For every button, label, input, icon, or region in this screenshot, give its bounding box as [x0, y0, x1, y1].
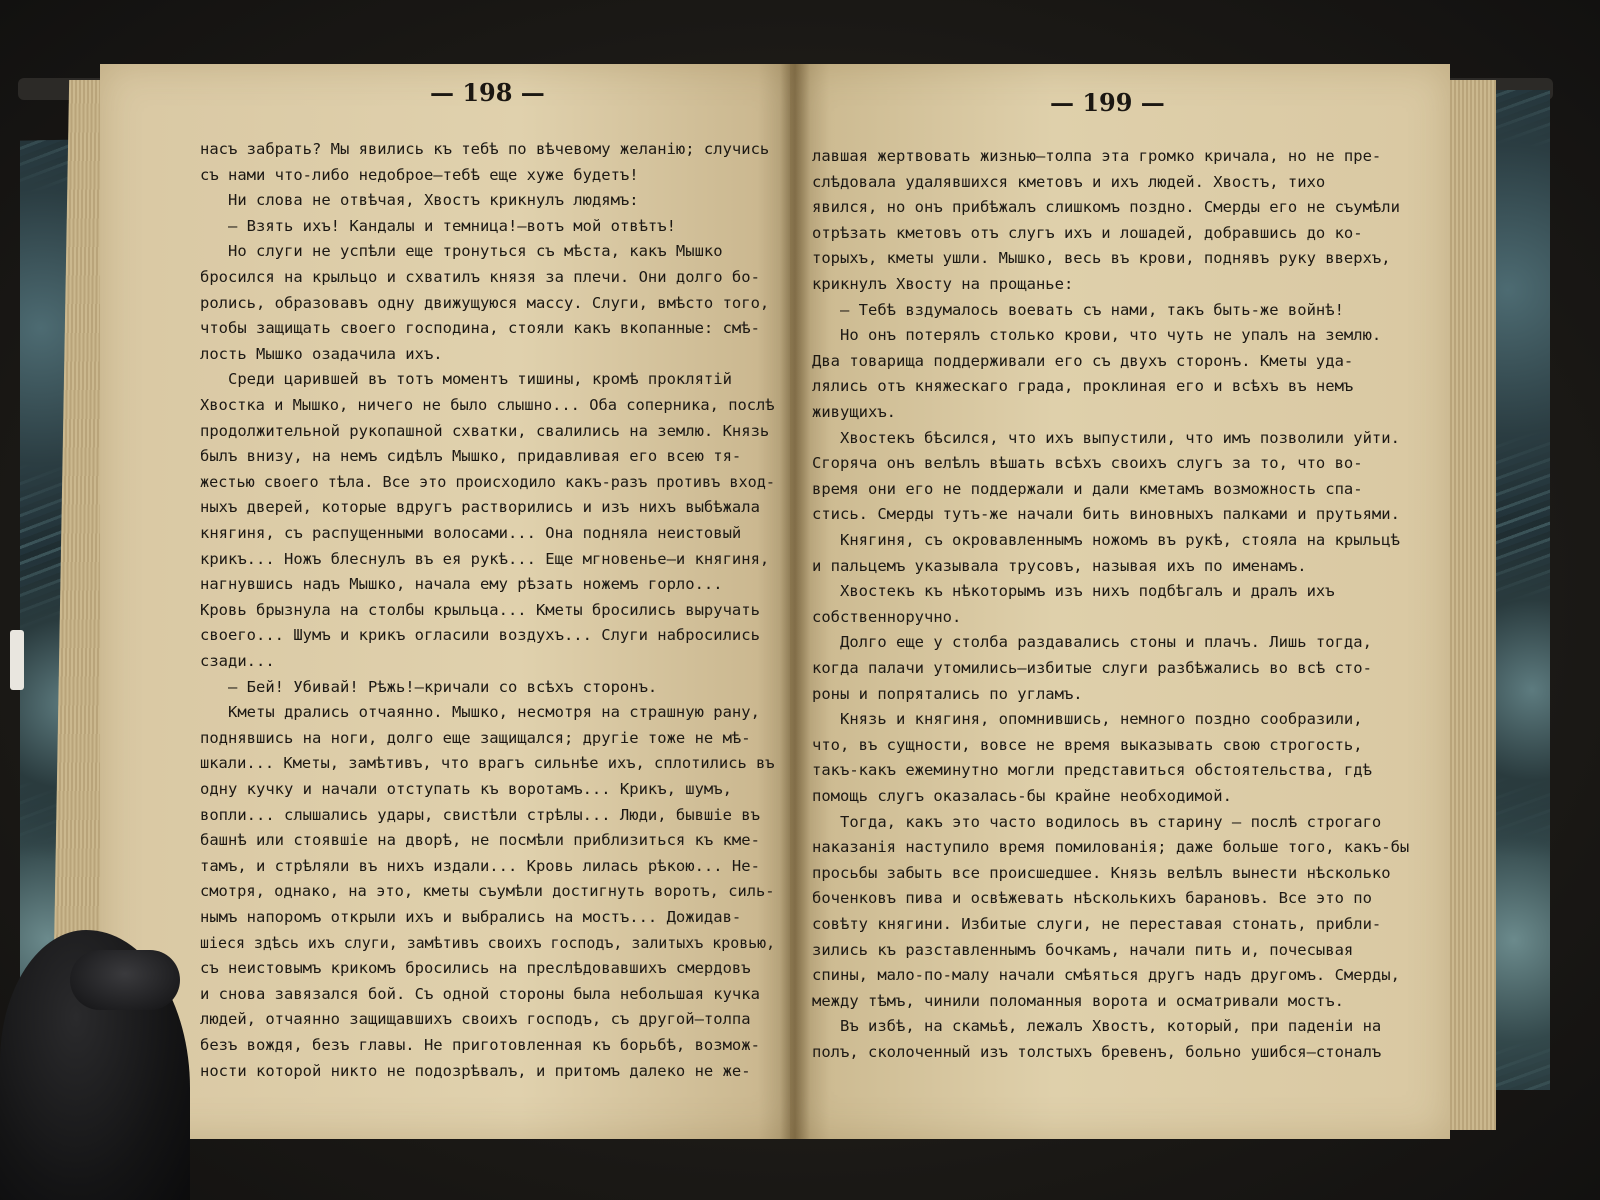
text-line: время они его не поддержали и дали кметамъ возможность спа-: [812, 479, 1363, 498]
text-line: Князь и княгиня, опомнившись, немного поздно сообразили,: [840, 710, 1363, 729]
text-line: жестью своего тѣла. Все это происходило какъ-разъ противъ вход-: [200, 472, 775, 491]
text-line: безъ вождя, безъ главы. Не приготовленная къ борьбѣ, возмож-: [200, 1036, 760, 1054]
text-line: тамъ, и стрѣляли въ нихъ издали... Кровь лилась рѣкою... Не-: [200, 856, 760, 875]
text-line: между тѣмъ, чинили поломанныя ворота и осматривали мостъ.: [812, 991, 1344, 1010]
text-line: торыхъ, кметы ушли. Мышко, весь въ крови, поднявъ руку вверхъ,: [812, 249, 1391, 268]
text-line: — Бей! Убивай! Рѣжь!—кричали со всѣхъ сторонъ.: [228, 677, 658, 696]
text-line: нымъ напоромъ открыли ихъ и выбрались на мостъ... Дожидав-: [200, 908, 742, 926]
text-line: княгиня, съ распущенными волосами... Она подняла неистовый: [200, 524, 742, 542]
text-line: продолжительной рукопашной схватки, свалились на землю. Князь: [200, 421, 770, 440]
text-line: сзади...: [200, 652, 275, 670]
text-line: боченковъ пива и освѣжевать нѣсколькихъ барановъ. Все это по: [812, 889, 1372, 908]
text-line: что, въ сущности, вовсе не время выказывать свою строгость,: [812, 735, 1363, 754]
text-line: слѣдовала удалявшихся кметовъ и ихъ людей. Хвостъ, тихо: [812, 172, 1326, 191]
text-line: съ неистовымъ крикомъ бросились на преслѣдовавшихъ смердовъ: [200, 959, 751, 978]
text-line: поднявшись на ноги, долго еще защищался; другіе тоже не мѣ-: [200, 728, 751, 747]
text-line: ныхъ дверей, которые вдругъ растворились и изъ нихъ выбѣжала: [200, 498, 760, 517]
text-line: Княгиня, съ окровавленнымъ ножомъ въ рукѣ, стояла на крыльцѣ: [840, 531, 1400, 549]
text-line: шіеся здѣсь ихъ слуги, замѣтивъ своихъ господъ, залитыхъ кровью,: [200, 933, 776, 952]
text-line: лость Мышко озадачила ихъ.: [200, 344, 443, 363]
text-line: Хвостекъ бѣсился, что ихъ выпустили, что имъ позволили уйти.: [840, 428, 1400, 447]
text-line: съ нами что-либо недоброе—тебѣ еще хуже будетъ!: [200, 165, 639, 184]
text-line: чтобы защищать своего господина, стояли какъ вкопанные: смѣ-: [200, 319, 760, 338]
text-line: роны и попрятались по угламъ.: [812, 684, 1083, 703]
text-line: шкали... Кметы, замѣтивъ, что врагъ сильнѣе ихъ, сплотились въ: [200, 754, 775, 773]
text-line: Тогда, какъ это часто водилось въ старину — послѣ строгаго: [840, 812, 1382, 831]
text-line: Ни слова не отвѣчая, Хвостъ крикнулъ людямъ:: [228, 191, 639, 210]
text-line: насъ забрать? Мы явились къ тебѣ по вѣчевому желанію; случись: [200, 140, 770, 158]
marbled-edge-right: [1490, 90, 1550, 1090]
text-line: башнѣ или стоявшіе на дворѣ, не посмѣли приблизиться къ кме-: [200, 831, 760, 850]
text-line: полъ, сколоченный изъ толстыхъ бревенъ, больно ушибся—стоналъ: [812, 1043, 1382, 1061]
text-line: помощь слугъ оказалась-бы крайне необходимой.: [812, 787, 1232, 805]
text-line: просьбы забыть все происшедшее. Князь велѣлъ вынести нѣсколько: [812, 863, 1391, 882]
text-line: такъ-какъ ежеминутно могли представиться обстоятельства, гдѣ: [812, 761, 1372, 780]
gloved-hand: [0, 930, 190, 1200]
left-page: [100, 64, 800, 1139]
text-line: наказанія наступило время помилованія; даже больше того, какъ-бы: [812, 838, 1410, 857]
text-line: смотря, однако, на это, кметы съумѣли достигнуть воротъ, силь-: [200, 882, 775, 901]
text-line: и пальцемъ указывала трусовъ, называя ихъ по именамъ.: [812, 556, 1307, 575]
text-line: людей, отчаянно защищавшихъ своихъ господъ, съ другой—толпа: [200, 1010, 751, 1029]
text-line: ности которой никто не подозрѣвалъ, и притомъ далеко не же-: [200, 1061, 751, 1080]
text-line: лялись отъ княжескаго града, проклиная его и всѣхъ въ немъ: [812, 377, 1354, 396]
text-line: Но онъ потерялъ столько крови, что чуть не упалъ на землю.: [840, 326, 1382, 345]
text-line: былъ внизу, на немъ сидѣлъ Мышко, придавливая его всею тя-: [200, 447, 742, 466]
text-line: Кровь брызнула на столбы крыльца... Кметы бросились выручать: [200, 600, 760, 619]
text-line: Сгоряча онъ велѣлъ вѣшать всѣхъ своихъ слугъ за то, что во-: [812, 454, 1363, 473]
text-line: живущихъ.: [812, 403, 896, 421]
text-line: — Взять ихъ! Кандалы и темница!—вотъ мой отвѣтъ!: [228, 216, 676, 235]
text-line: и снова завязался бой. Съ одной стороны была небольшая кучка: [200, 984, 760, 1003]
text-line: вопли... слышались удары, свистѣли стрѣлы... Люди, бывшіе въ: [200, 805, 760, 824]
text-line: одну кучку и начали отступать къ воротамъ... Крикъ, шумъ,: [200, 780, 732, 798]
text-line: Кметы дрались отчаянно. Мышко, несмотря на страшную рану,: [228, 703, 760, 722]
right-page-number: — 199 —: [1050, 88, 1165, 117]
text-line: Но слуги не успѣли еще тронуться съ мѣста, какъ Мышко: [228, 242, 723, 261]
text-line: крикнулъ Хвосту на прощанье:: [812, 275, 1074, 293]
text-line: Среди царившей въ тотъ моментъ тишины, кромѣ проклятій: [228, 370, 732, 389]
text-line: нагнувшись надъ Мышко, начала ему рѣзать ножемъ горло...: [200, 575, 723, 594]
text-line: отрѣзать кметовъ отъ слугъ ихъ и лошадей, добравшись до ко-: [812, 223, 1363, 242]
text-line: — Тебѣ вздумалось воевать съ нами, такъ быть-же войнѣ!: [840, 300, 1344, 319]
text-line: совѣту княгини. Избитые слуги, не переставая стонать, прибли-: [812, 915, 1382, 933]
text-line: когда палачи утомились—избитые слуги разбѣжались во всѣ сто-: [812, 659, 1372, 677]
text-line: Хвостекъ къ нѣкоторымъ изъ нихъ подбѣгалъ и дралъ ихъ: [840, 582, 1335, 601]
text-line: лавшая жертвовать жизнью—толпа эта громко кричала, но не пре-: [812, 147, 1382, 165]
left-page-number: — 198 —: [430, 78, 545, 107]
book-gutter: [780, 64, 810, 1139]
text-line: зились къ разставленнымъ бочкамъ, начали пить и, почесывая: [812, 940, 1354, 959]
text-line: Долго еще у столба раздавались стоны и плачъ. Лишь тогда,: [840, 633, 1372, 652]
bookmark-tab: [10, 630, 24, 690]
text-line: спины, мало-по-малу начали смѣяться другъ надъ другомъ. Смерды,: [812, 966, 1400, 985]
gloved-finger: [70, 950, 180, 1010]
text-line: Въ избѣ, на скамьѣ, лежалъ Хвостъ, который, при паденіи на: [840, 1017, 1382, 1036]
text-line: Хвостка и Мышко, ничего не было слышно... Оба соперника, послѣ: [200, 396, 775, 414]
text-line: крикъ... Ножъ блеснулъ въ ея рукѣ... Еще мгновенье—и княгиня,: [200, 549, 770, 568]
text-line: своего... Шумъ и крикъ огласили воздухъ... Слуги набросились: [200, 626, 760, 645]
right-page: [790, 64, 1450, 1139]
text-line: явился, но онъ прибѣжалъ слишкомъ поздно. Смерды его не съумѣли: [812, 198, 1400, 217]
text-line: стись. Смерды тутъ-же начали бить виновныхъ палками и прутьями.: [812, 505, 1400, 524]
text-line: собственноручно.: [812, 607, 962, 626]
text-line: ролись, образовавъ одну движущуюся массу. Слуги, вмѣсто того,: [200, 293, 770, 312]
text-line: бросился на крыльцо и схватилъ князя за плечи. Они долго бо-: [200, 268, 760, 286]
text-line: Два товарища поддерживали его съ двухъ сторонъ. Кметы уда-: [812, 351, 1354, 370]
